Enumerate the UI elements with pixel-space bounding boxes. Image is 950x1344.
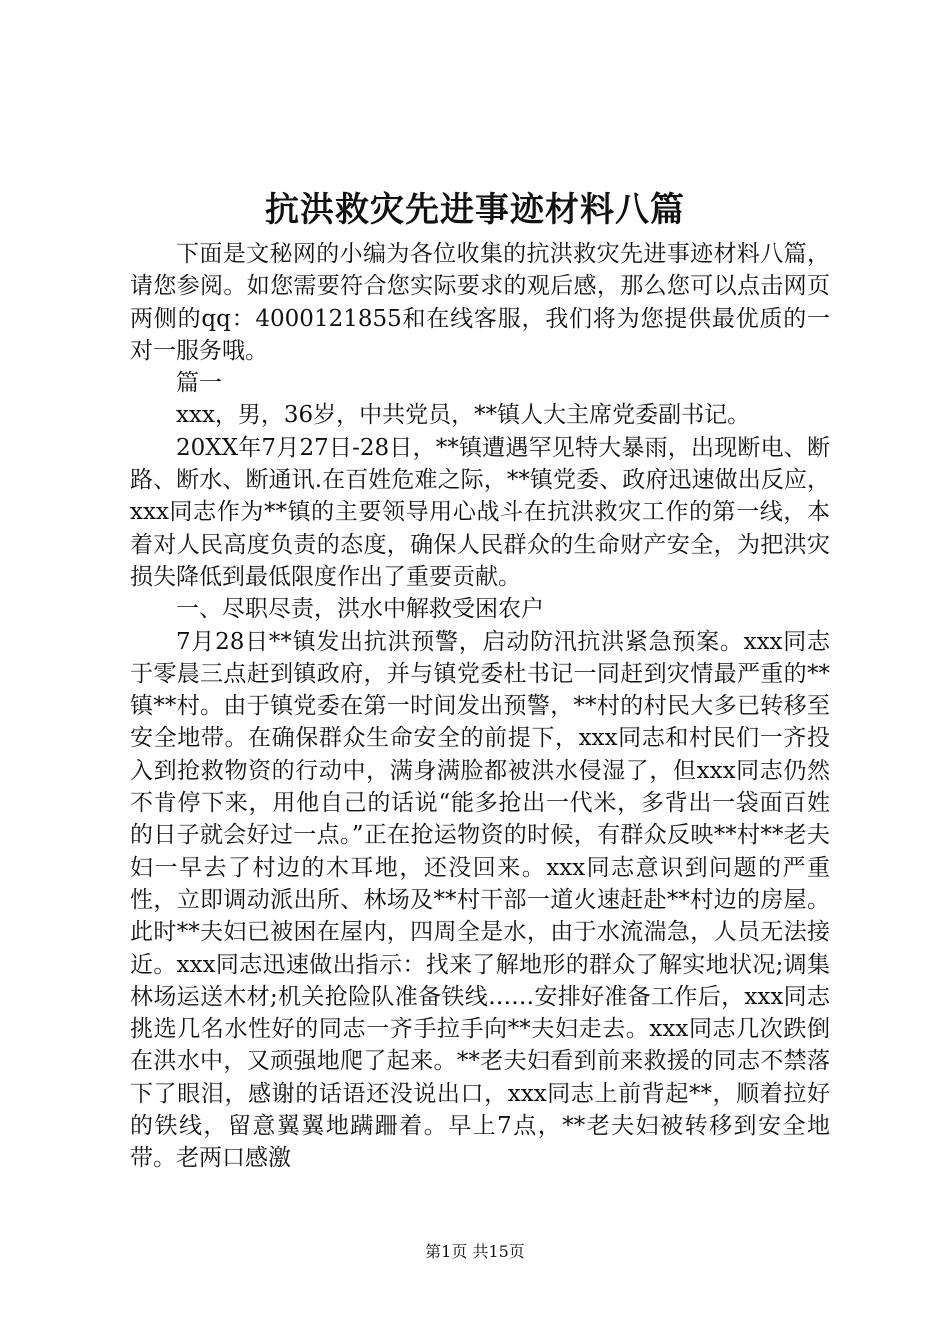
profile-paragraph: xxx，男，36岁，中共党员，**镇人大主席党委副书记。: [176, 402, 751, 429]
page-number-footer: 第1页 共15页: [425, 1242, 525, 1261]
document-title: 抗洪救灾先进事迹材料八篇: [265, 190, 685, 230]
document-body: [130, 238, 830, 1175]
intro-paragraph: 下面是文秘网的小编为各位收集的抗洪救灾先进事迹材料八篇，请您参阅。如您需要符合您实际要求的观后感，那么您可以点击网页两侧的qq：4000121855和在线客服，我们将为您提供最优质的一对一服务哦。: [130, 241, 830, 364]
body-paragraph: 20XX年7月27日-28日，**镇遭遇罕见特大暴雨，出现断电、断路、断水、断通讯.在百姓危难之际，**镇党委、政府迅速做出反应，xxx同志作为**镇的主要领导用心战斗在抗洪救灾工作的第一线，本着对人民高度负责的态度，确保人民群众的生命财产安全，为把洪灾损失降低到最低限度作出了重要贡献。: [130, 434, 830, 590]
subsection-heading: 一、尽职尽责，洪水中解救受困农户: [176, 596, 544, 623]
body-paragraph: 7月28日**镇发出抗洪预警，启动防汛抗洪紧急预案。xxx同志于零晨三点赶到镇政府，并与镇党委杜书记一同赶到灾情最严重的**镇**村。由于镇党委在第一时间发出预警，**村的村民大多已转移至安全地带。在确保群众生命安全的前提下，xxx同志和村民们一齐投入到抢救物资的行动中，满身满脸都被洪水侵湿了，但xxx同志仍然不肯停下来，用他自己的话说“能多抢出一代米，多背出一袋面百姓的日子就会好过一点。”正在抢运物资的时候，有群众反映**村**老夫妇一早去了村边的木耳地，还没回来。xxx同志意识到问题的严重性，立即调动派出所、林场及**村干部一道火速赶赴**村边的房屋。此时**夫妇已被困在屋内，四周全是水，由于水流湍急，人员无法接近。xxx同志迅速做出指示：找来了解地形的群众了解实地状况;调集林场运送木材;机关抢险队准备铁线……安排好准备工作后，xxx同志挑选几名水性好的同志一齐手拉手向**夫妇走去。xxx同志几次跌倒在洪水中，又顽强地爬了起来。**老夫妇看到前来救援的同志不禁落下了眼泪，感谢的话语还没说出口，xxx同志上前背起**，顺着拉好的铁线，留意翼翼地蹒跚着。早上7点，**老夫妇被转移到安全地带。老两口感激: [130, 628, 830, 1172]
section-heading: 篇一: [176, 370, 222, 397]
